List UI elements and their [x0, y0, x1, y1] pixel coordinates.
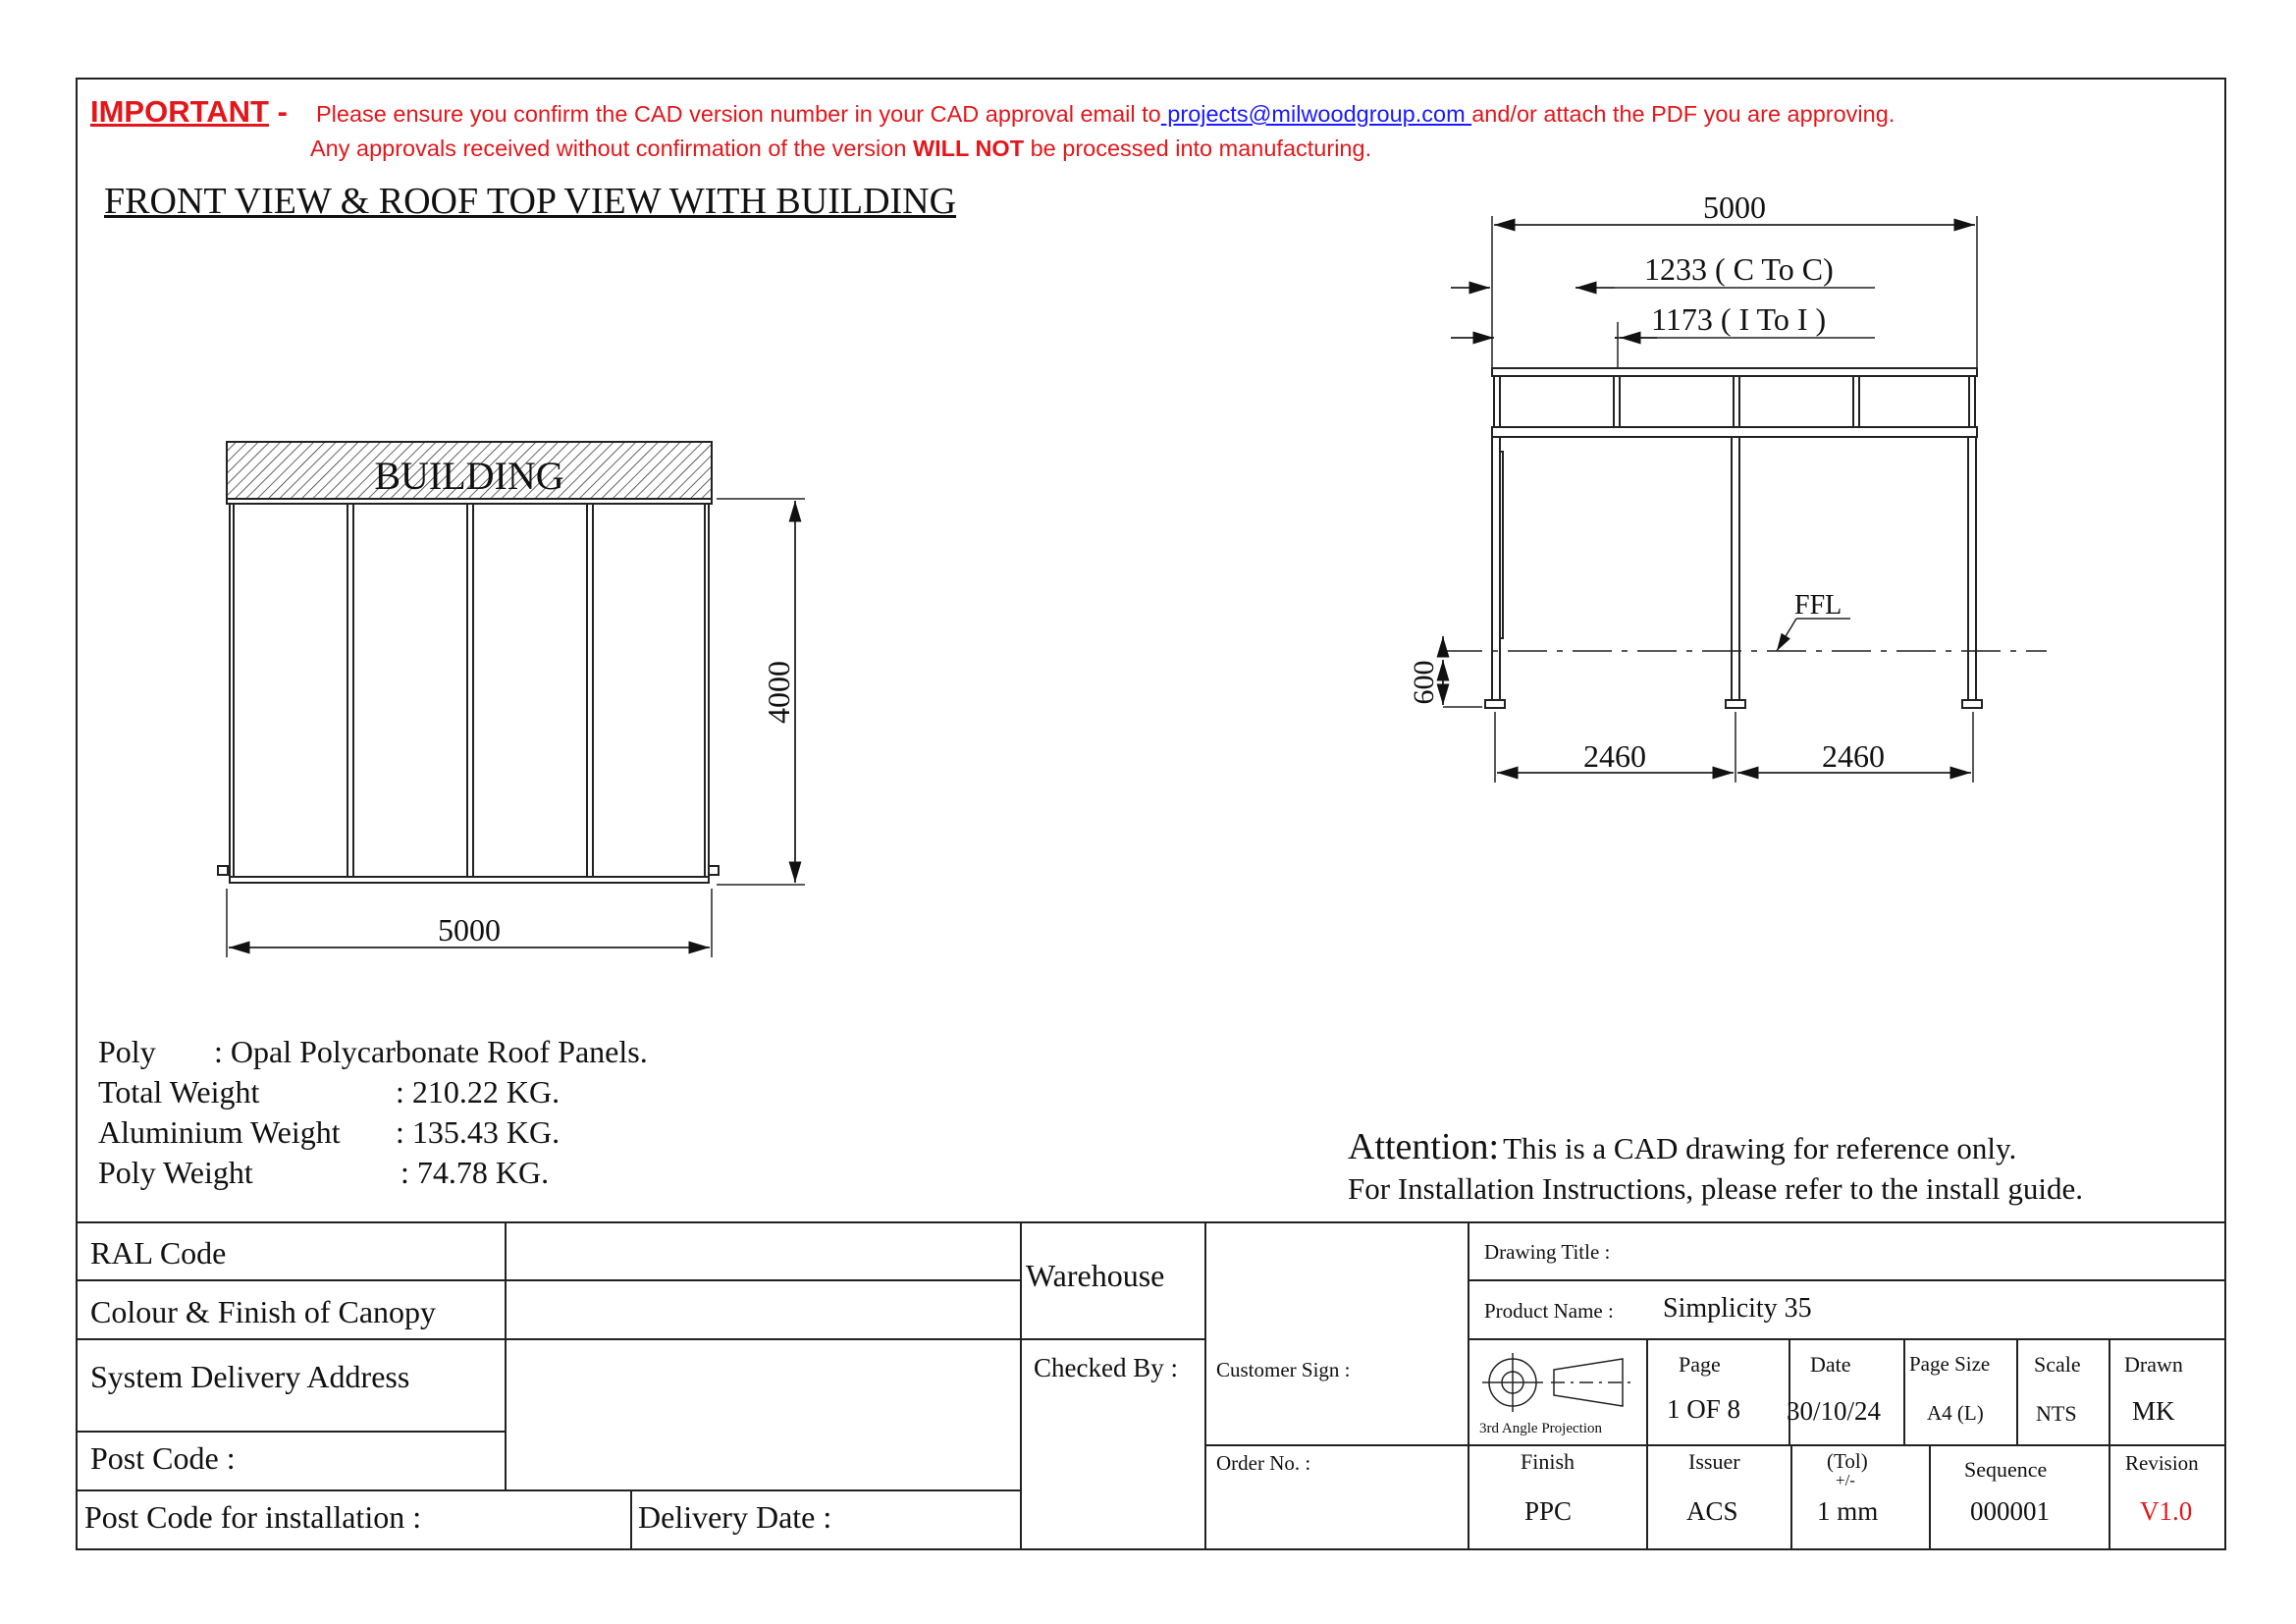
customer-sign-label: Customer Sign : [1216, 1358, 1351, 1381]
panel-ctc-label: 1233 ( C To C) [1644, 251, 1834, 287]
notice-line1-text: Please ensure you confirm the CAD version number in your CAD approval email to [316, 101, 1161, 127]
attention-note [1348, 1125, 2016, 1168]
side-post-middle [1732, 437, 1739, 700]
drawn-label: Drawn [2124, 1352, 2183, 1377]
colour-finish-label: Colour & Finish of Canopy [90, 1294, 437, 1329]
important-label: IMPORTANT [90, 94, 269, 129]
product-name-label: Product Name : [1484, 1299, 1614, 1323]
post-code-install-label: Post Code for installation : [84, 1499, 422, 1535]
page-value: 1 OF 8 [1667, 1394, 1741, 1424]
delivery-date-label: Delivery Date : [638, 1499, 832, 1535]
front-rafter-1 [347, 504, 353, 877]
spec-label: Poly Weight [98, 1155, 253, 1190]
delivery-address-label: System Delivery Address [90, 1359, 410, 1394]
spec-label: Poly [98, 1034, 156, 1069]
spec-value: : Opal Polycarbonate Roof Panels. [214, 1034, 648, 1069]
projection-label: 3rd Angle Projection [1479, 1421, 1602, 1436]
email-link[interactable]: projects@milwoodgroup.com [1160, 101, 1472, 127]
order-no-label: Order No. : [1216, 1451, 1311, 1475]
scale-value: NTS [2036, 1401, 2077, 1426]
attention-line-2: For Installation Instructions, please refer to the install guide. [1348, 1171, 2083, 1206]
important-dash: - [277, 94, 288, 129]
side-post-left [1492, 437, 1500, 700]
attention-line-1: This is a CAD drawing for reference only. [1503, 1131, 2017, 1165]
product-name-value: Simplicity 35 [1663, 1293, 1812, 1324]
notice-line1-after: and/or attach the PDF you are approving. [1471, 101, 1896, 127]
issuer-label: Issuer [1688, 1449, 1740, 1474]
post-offset-label: 600 [1408, 660, 1440, 705]
bay-left-label: 2460 [1583, 738, 1646, 774]
page-size-value: A4 (L) [1927, 1401, 1984, 1425]
drawing-title-label: Drawing Title : [1484, 1240, 1611, 1264]
notice-line2-emphasis: WILL NOT [912, 135, 1025, 161]
issuer-value: ACS [1686, 1496, 1738, 1526]
side-post-right [1968, 437, 1976, 700]
spec-label: Aluminium Weight [98, 1114, 341, 1150]
spec-value: : 210.22 KG. [396, 1074, 561, 1110]
notice-line2-text: Any approvals received without confirmation of the version [310, 135, 907, 161]
tol-label: (Tol) [1827, 1449, 1868, 1473]
front-rafter-3 [587, 504, 593, 877]
date-value: 30/10/24 [1787, 1396, 1882, 1426]
revision-label: Revision [2125, 1451, 2199, 1475]
ffl-label: FFL [1794, 590, 1842, 621]
projection-label: 4000 [761, 661, 796, 724]
canopy-outline [230, 504, 709, 877]
page-label: Page [1679, 1352, 1721, 1377]
page-size-label: Page Size [1909, 1352, 1991, 1376]
checked-by-label: Checked By : [1034, 1353, 1178, 1382]
projection-symbol [1482, 1353, 1634, 1412]
finish-label: Finish [1521, 1449, 1575, 1474]
sequence-label: Sequence [1964, 1457, 2048, 1482]
spec-value: : 135.43 KG. [396, 1114, 561, 1150]
front-rafter-2 [467, 504, 473, 877]
finish-value: PPC [1524, 1496, 1573, 1526]
bay-right-label: 2460 [1822, 738, 1885, 774]
spec-label: Total Weight [98, 1074, 260, 1110]
date-label: Date [1810, 1352, 1851, 1377]
building-label: BUILDING [374, 454, 564, 498]
drawing-title: FRONT VIEW & ROOF TOP VIEW WITH BUILDING [104, 181, 957, 222]
panel-iti-label: 1173 ( I To I ) [1651, 301, 1827, 337]
scale-label: Scale [2034, 1352, 2081, 1377]
tol-value: 1 mm [1817, 1496, 1879, 1526]
front-view [218, 442, 805, 957]
tol-pm: +/- [1836, 1471, 1855, 1489]
notice-line2-after: be processed into manufacturing. [1030, 135, 1372, 161]
attention-label: Attention: [1348, 1126, 1500, 1167]
warehouse-label: Warehouse [1026, 1258, 1165, 1293]
sequence-value: 000001 [1970, 1496, 2050, 1526]
post-code-label: Post Code : [90, 1440, 236, 1476]
spec-value: : 74.78 KG. [400, 1155, 550, 1190]
ral-code-label: RAL Code [90, 1235, 227, 1271]
drawn-value: MK [2132, 1396, 2175, 1426]
side-width-label: 5000 [1703, 189, 1766, 225]
front-width-label: 5000 [438, 912, 501, 947]
revision-value: V1.0 [2140, 1496, 2193, 1526]
